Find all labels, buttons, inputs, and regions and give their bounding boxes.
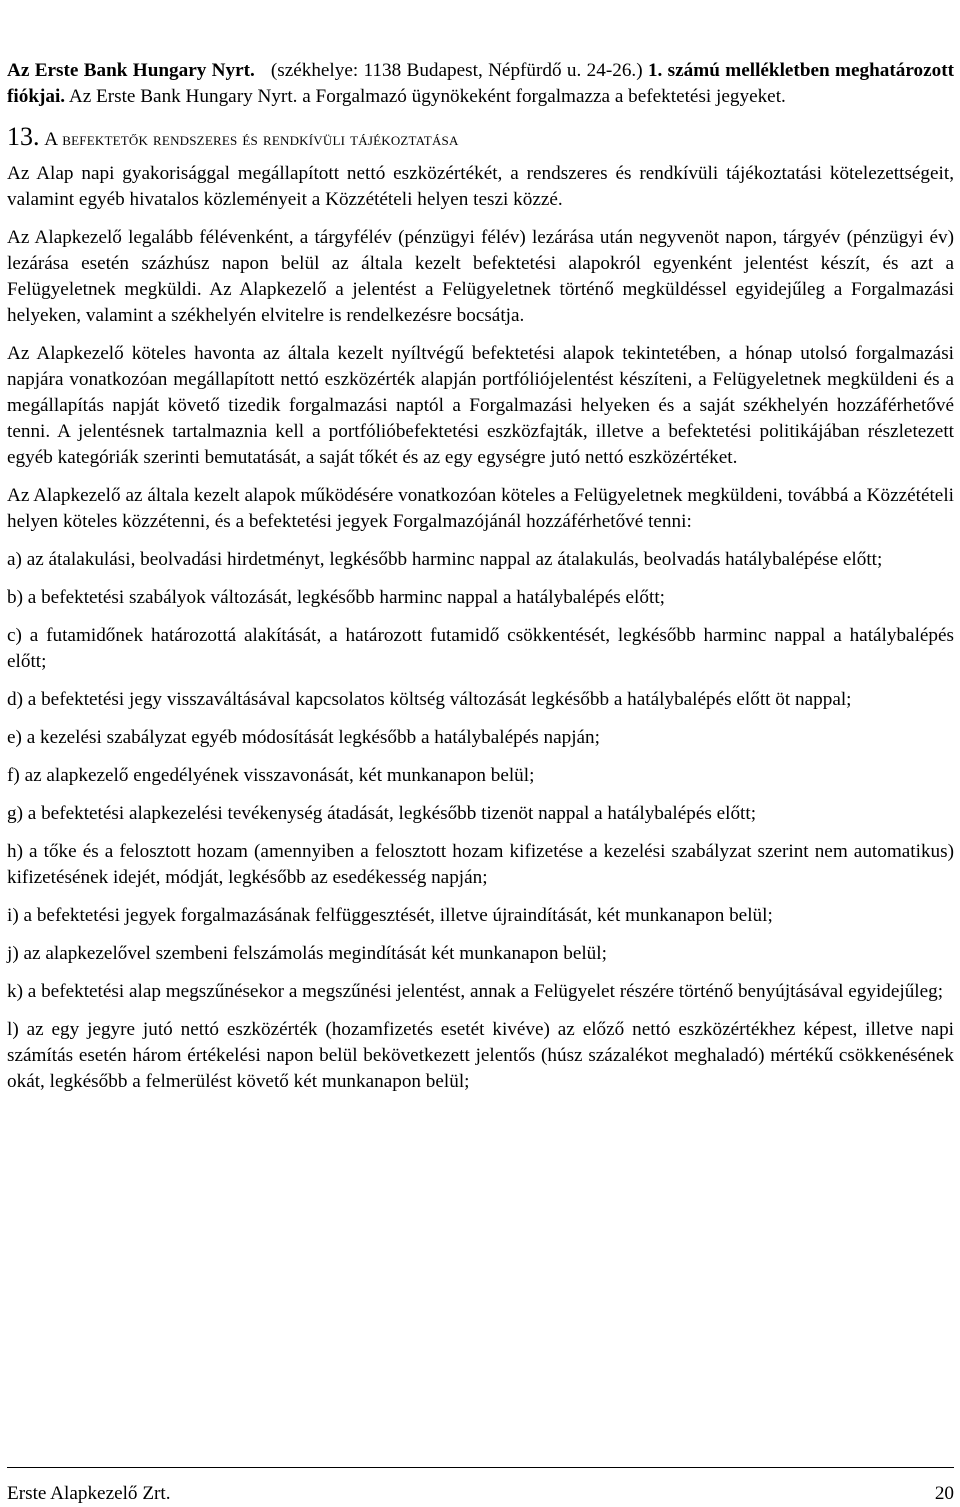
list-item: i) a befektetési jegyek forgalmazásának felfüggesztését, illetve újraindítását, két munkanapon belül; [7, 905, 773, 926]
intro-bank-name: Az Erste Bank Hungary Nyrt. [7, 60, 255, 81]
footer-company: Erste Alapkezelő Zrt. [7, 1483, 171, 1504]
intro-paragraph [7, 58, 954, 110]
intro-seat: (székhelye: 1138 Budapest, Népfürdő u. 24-26.) [270, 60, 643, 81]
body-paragraph: Az Alapkezelő az általa kezelt alapok működésére vonatkozóan köteles a Felügyeletnek megküldeni, továbbá a Közzétételi helyen köteles közzétenni, és a befektetési jegyek Forgalmazójánál hozzáférhetővé tenni: [7, 485, 954, 532]
body-paragraph: Az Alapkezelő legalább félévenként, a tárgyfélév (pénzügyi félév) lezárása után negyvenöt napon, tárgyév (pénzügyi év) lezárása esetén százhúsz napon belül az általa kezelt befektetési alapokról egyenként jelentést készít, és azt a Felügyeletnek megküldi. Az Alapkezelő a jelentést a Felügyeletnek történő megküldéssel egyidejűleg a Forgalmazási helyeken, valamint a székhelyén elvitelre is rendelkezésre bocsátja. [7, 227, 954, 326]
list-item: b) a befektetési szabályok változását, legkésőbb harminc nappal a hatálybalépés előtt; [7, 587, 665, 608]
list-item: a) az átalakulási, beolvadási hirdetményt, legkésőbb harminc nappal az átalakulás, beolvadás hatálybalépése előtt; [7, 549, 883, 570]
list-item: e) a kezelési szabályzat egyéb módosítását legkésőbb a hatálybalépés napján; [7, 727, 600, 748]
page-number: 20 [934, 1483, 954, 1504]
list-item: k) a befektetési alap megszűnésekor a megszűnési jelentést, annak a Felügyelet részére történő benyújtásával egyidejűleg; [7, 981, 944, 1002]
intro-annex: 1. számú mellékletben meghatározott fiókjai. [7, 60, 955, 107]
list-item: l) az egy jegyre jutó nettó eszközérték (hozamfizetés esetét kivéve) az előző nettó eszközértékhez képest, illetve napi számítás esetén három értékelési napon belül bekövetkezett jelentős (húsz százalékot meghaladó) mértékű csökkenésének okát, legkésőbb a felmerülést követő két munkanapon belül; [7, 1019, 954, 1092]
body-paragraph: Az Alap napi gyakorisággal megállapított nettó eszközértékét, a rendszeres és rendkívüli tájékoztatási kötelezettségeit, valamint egyéb hivatalos közleményeit a Közzétételi helyen teszi közzé. [7, 163, 954, 210]
list-item: g) a befektetési alapkezelési tevékenység átadását, legkésőbb tizenöt nappal a hatálybalépés előtt; [7, 803, 757, 824]
section-title: A befektetők rendszeres és rendkívüli tájékoztatása [44, 129, 459, 150]
intro-rest: Az Erste Bank Hungary Nyrt. a Forgalmazó ügynökeként forgalmazza a befektetési jegyeket. [68, 86, 786, 107]
section-heading [7, 124, 954, 153]
list-item: h) a tőke és a felosztott hozam (amennyiben a felosztott hozam kifizetése a kezelési szabályzat szerint nem automatikus) kifizetésének idejét, módját, legkésőbb az esedékesség napján; [7, 841, 954, 888]
list-item: c) a futamidőnek határozottá alakítását, a határozott futamidő csökkentését, legkésőbb harminc nappal a hatálybalépés előtt; [7, 625, 954, 672]
section-number: 13. [7, 122, 40, 151]
list-item: d) a befektetési jegy visszaváltásával kapcsolatos költség változását legkésőbb a hatálybalépés előtt öt nappal; [7, 689, 852, 710]
document-page [7, 58, 954, 1107]
page-footer [7, 1467, 954, 1506]
body-paragraph: Az Alapkezelő köteles havonta az általa kezelt nyíltvégű befektetési alapok tekintetében, a hónap utolsó forgalmazási napjára vonatkozóan megállapított nettó eszközérték alapján portfóliójelentést készíteni, a Felügyeletnek megküldeni és a megállapítás napját követő tizedik forgalmazási naptól a Forgalmazási helyeken és a saját székhelyén hozzáférhetővé tenni. A jelentésnek tartalmaznia kell a portfólióbefektetési eszközfajták, illetve a befektetési politikájában részletezett egyéb kategóriák szerinti bemutatását, a saját tőkét és az egy egységre jutó nettó eszközértéket. [7, 343, 954, 468]
list-item: f) az alapkezelő engedélyének visszavonását, két munkanapon belül; [7, 765, 535, 786]
list-item: j) az alapkezelővel szembeni felszámolás megindítását két munkanapon belül; [7, 943, 607, 964]
